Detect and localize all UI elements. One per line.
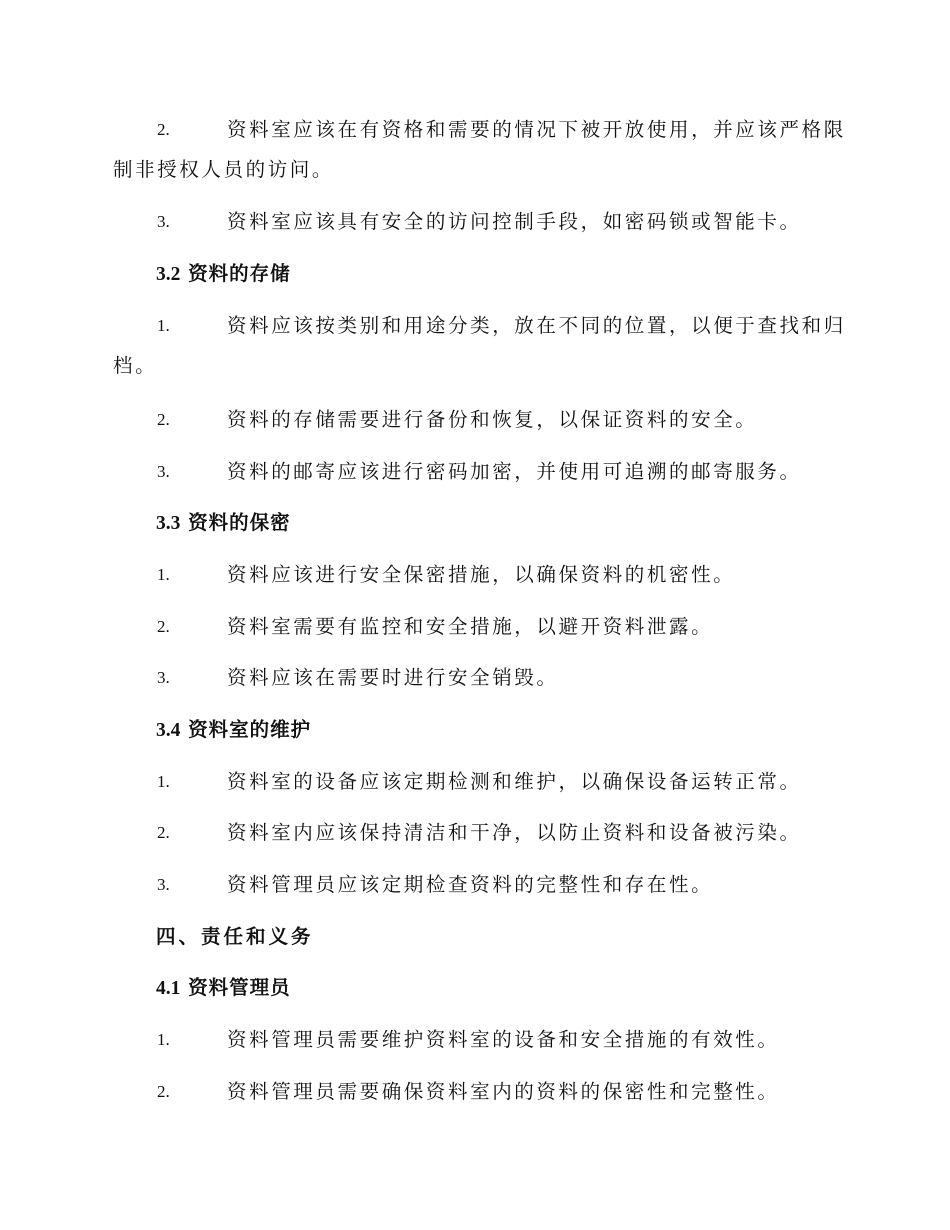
list-item — [0, 310, 950, 340]
item-text: 资料应该进行安全保密措施，以确保资料的机密性。 — [227, 563, 736, 586]
heading-text: 资料室的维护 — [188, 718, 312, 741]
heading-text: 四、责任和义务 — [156, 925, 314, 948]
item-number: 2. — [157, 617, 170, 636]
item-text: 资料应该按类别和用途分类，放在不同的位置，以便于查找和归 — [227, 314, 846, 337]
list-item — [0, 1024, 950, 1054]
list-item — [0, 559, 950, 589]
item-number: 3. — [157, 875, 170, 894]
item-text: 资料室需要有监控和安全措施，以避开资料泄露。 — [227, 615, 714, 638]
item-text-continuation: 制非授权人员的访问。 — [113, 158, 335, 181]
section-heading — [0, 714, 950, 744]
list-item — [0, 114, 950, 144]
section-heading — [0, 258, 950, 288]
list-item-continuation — [0, 154, 950, 184]
item-text: 资料室内应该保持清洁和干净，以防止资料和设备被污染。 — [227, 821, 802, 844]
chapter-heading — [0, 921, 950, 951]
item-text: 资料的邮寄应该进行密码加密，并使用可追溯的邮寄服务。 — [227, 460, 802, 483]
item-text: 资料管理员需要确保资料室内的资料的保密性和完整性。 — [227, 1080, 780, 1103]
item-text: 资料的存储需要进行备份和恢复，以保证资料的安全。 — [227, 408, 758, 431]
heading-text: 资料的存储 — [188, 262, 291, 285]
heading-number: 3.3 — [156, 513, 181, 534]
list-item-continuation — [0, 350, 950, 380]
item-text: 资料室应该在有资格和需要的情况下被开放使用，并应该严格限 — [227, 118, 846, 141]
item-number: 2. — [157, 410, 170, 429]
item-number: 3. — [157, 462, 170, 481]
item-number: 3. — [157, 212, 170, 231]
item-text: 资料管理员应该定期检查资料的完整性和存在性。 — [227, 873, 714, 896]
item-text: 资料应该在需要时进行安全销毁。 — [227, 666, 559, 689]
item-number: 1. — [157, 316, 170, 335]
item-text: 资料室应该具有安全的访问控制手段，如密码锁或智能卡。 — [227, 210, 802, 233]
heading-text: 资料的保密 — [188, 511, 291, 534]
list-item — [0, 766, 950, 796]
list-item — [0, 611, 950, 641]
list-item — [0, 206, 950, 236]
list-item — [0, 1076, 950, 1106]
list-item — [0, 817, 950, 847]
heading-number: 3.4 — [156, 720, 181, 741]
item-text: 资料管理员需要维护资料室的设备和安全措施的有效性。 — [227, 1028, 780, 1051]
item-number: 3. — [157, 668, 170, 687]
heading-number: 4.1 — [156, 978, 181, 999]
item-number: 1. — [157, 772, 170, 791]
item-text-continuation: 档。 — [113, 354, 158, 377]
list-item — [0, 662, 950, 692]
section-heading — [0, 507, 950, 537]
item-number: 2. — [157, 1082, 170, 1101]
item-number: 1. — [157, 565, 170, 584]
item-number: 2. — [157, 120, 170, 139]
list-item — [0, 404, 950, 434]
item-number: 1. — [157, 1030, 170, 1049]
item-number: 2. — [157, 823, 170, 842]
list-item — [0, 456, 950, 486]
list-item — [0, 869, 950, 899]
heading-number: 3.2 — [156, 264, 181, 285]
section-heading — [0, 972, 950, 1002]
item-text: 资料室的设备应该定期检测和维护，以确保设备运转正常。 — [227, 770, 802, 793]
heading-text: 资料管理员 — [188, 976, 291, 999]
